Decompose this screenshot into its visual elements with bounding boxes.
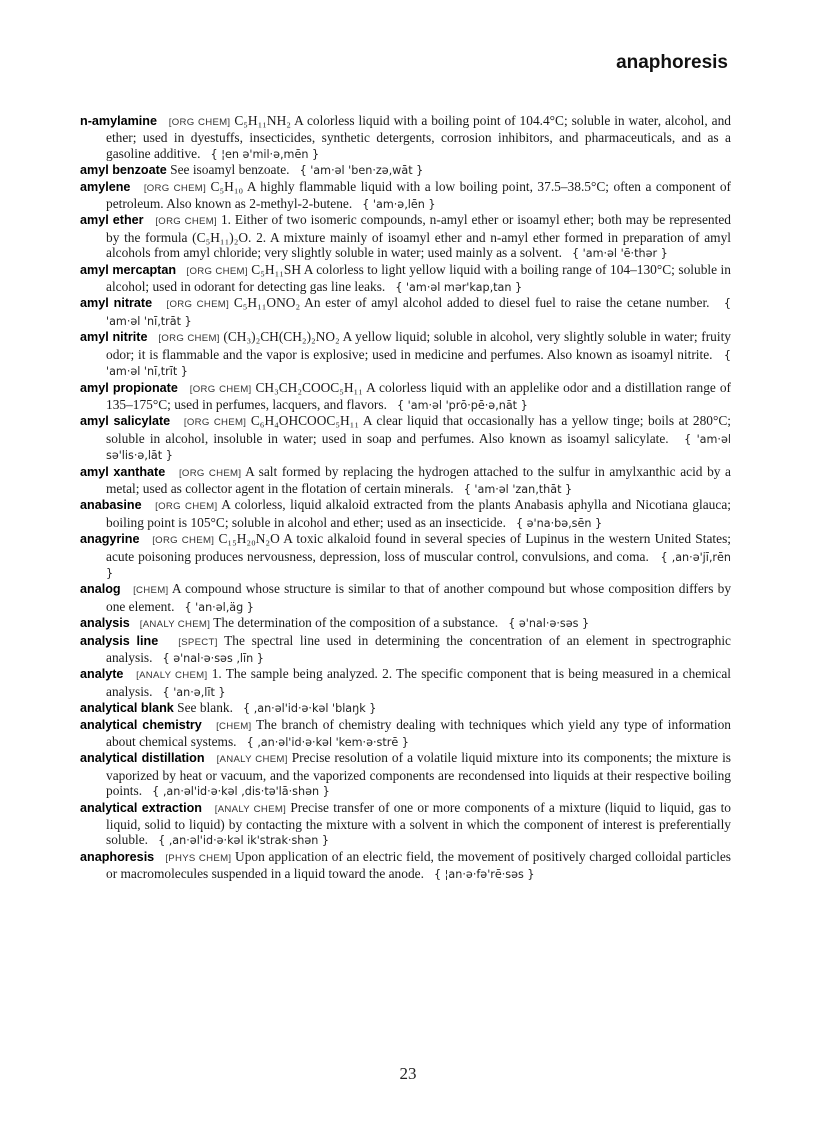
subject-label: [ANALY CHEM] — [216, 754, 288, 766]
entry — [80, 800, 731, 849]
pronunciation: { 'am·əl 'prō·pē·ə‚nāt } — [396, 398, 528, 412]
definition: 1. The sample being analyzed. 2. The specific component that is being measured in a chemical analysis. — [106, 666, 731, 699]
entry — [80, 750, 731, 799]
entry — [80, 615, 731, 632]
definition: 1. Either of two isomeric compounds, n-amyl ether or isoamyl ether; both may be represented by the formula (C₅H₁₁)₂O. 2. A mixture mainly of isoamyl ether and n-amyl ether formed in preparation of amyl alcohols from amyl chloride; very slightly soluble in water; used mainly as a solvent. — [106, 212, 731, 261]
pronunciation: { 'am·əl 'ē·thər } — [571, 247, 668, 261]
subject-label: [ORG CHEM] — [143, 182, 207, 194]
subject-label: [CHEM] — [216, 720, 252, 732]
entry — [80, 633, 731, 667]
headword: amyl nitrate — [80, 296, 153, 311]
subject-label: [ANALY CHEM] — [139, 619, 211, 631]
subject-label: [ORG CHEM] — [168, 117, 231, 128]
definition: Precise transfer of one or more components of a mixture (liquid to liquid, gas to liquid, solid to liquid) by contacting the mixture with a solvent in which the component of interest is preferentially soluble. — [106, 799, 731, 848]
definition: Precise resolution of a volatile liquid mixture into its components; the mixture is vaporized by heat or vacuum, and the vaporized components are recondensed into liquids at their respective boiling points. — [106, 750, 732, 799]
headword: amyl xanthate — [80, 464, 166, 479]
page-number: 23 — [399, 1064, 417, 1083]
entry — [80, 179, 731, 213]
headword: anaphoresis — [80, 849, 155, 864]
pronunciation: { ¦an·ə·fə'rē·səs } — [433, 868, 535, 882]
definition: C₅H₁₁ONO₂ An ester of amyl alcohol added to diesel fuel to raise the cetane number. — [233, 295, 710, 311]
pronunciation: { ‚an·əl'id·ə·kəl 'blaŋk } — [242, 702, 377, 716]
headword: amylene — [80, 179, 131, 194]
pronunciation: { 'am·əl mər'kap‚tan } — [395, 281, 523, 295]
pronunciation: { 'am·ə‚lēn } — [362, 198, 436, 212]
pronunciation: { 'am·əl 'nī‚trīt } — [106, 348, 731, 379]
entry — [80, 531, 731, 581]
headword: n-amylamine — [80, 114, 157, 128]
subject-label: [ORG CHEM] — [186, 265, 248, 277]
running-head: anaphoresis — [616, 52, 728, 73]
entry — [80, 113, 731, 162]
definition: A colorless, liquid alkaloid extracted from the plants Anabasis aphylla and Nicotiana glauca; boiling point is 105°C; soluble in alcohol and ether; used as an insecticide. — [106, 497, 731, 530]
pronunciation: { ə'nal·ə·səs } — [508, 617, 590, 631]
headword: analyte — [80, 667, 124, 682]
pronunciation: { 'am·əl sə'lis·ə‚lāt } — [106, 432, 731, 463]
entry — [80, 262, 731, 296]
subject-label: [ORG CHEM] — [183, 417, 247, 429]
headword: amyl propionate — [80, 380, 178, 395]
headword: amyl benzoate — [80, 163, 167, 178]
entry — [80, 581, 731, 615]
entry — [80, 380, 731, 414]
definition: (CH₃)₂CH(CH₂)₂NO₂ A yellow liquid; soluble in alcohol, very slightly soluble in water; fruity odor; it is flammable and the vapor is explosive; used in medicine and perfumes. Also known as isoamyl nitrite. — [106, 329, 731, 362]
subject-label: [ORG CHEM] — [152, 535, 215, 547]
pronunciation: { ¦en ə'mil·ə‚mēn } — [210, 147, 320, 161]
pronunciation: { 'am·əl 'nī‚trāt } — [106, 297, 731, 328]
headword: amyl mercaptan — [80, 262, 177, 277]
entry — [80, 162, 731, 178]
headword: amyl ether — [80, 213, 144, 228]
subject-label: [ORG CHEM] — [166, 299, 230, 311]
entry — [80, 295, 731, 329]
pronunciation: { ə'nal·ə·səs ‚līn } — [162, 652, 264, 665]
definition: CH₃CH₂COOC₅H₁₁ A colorless liquid with an applelike odor and a distillation range of 135–175°C; used in perfumes, lacquers, and flavors. — [106, 379, 731, 412]
pronunciation: { ‚an·ə'jī‚rēn } — [106, 550, 732, 580]
entry — [80, 464, 731, 498]
subject-label: [ORG CHEM] — [189, 383, 252, 395]
subject-label: [ORG CHEM] — [155, 501, 218, 513]
headword: amyl salicylate — [80, 414, 171, 429]
headword: analytical distillation — [80, 751, 205, 766]
definition: C₅H₁₁SH A colorless to light yellow liquid with a boiling range of 104–130°C; soluble in alcohol; used in odorant for detecting gas line leaks. — [106, 261, 731, 295]
pronunciation: { 'am·əl 'ben·zə‚wāt } — [299, 164, 424, 178]
definition: See blank. — [177, 700, 233, 716]
entry — [80, 666, 731, 700]
entry — [80, 329, 731, 379]
pronunciation: { 'an·əl‚äg } — [184, 600, 254, 614]
subject-label: [ANALY CHEM] — [214, 803, 287, 815]
subject-label: [ORG CHEM] — [158, 333, 220, 345]
headword: anagyrine — [80, 532, 140, 547]
definition: The spectral line used in determining the concentration of an element in spectrographic analysis. — [106, 632, 732, 665]
definition: A compound whose structure is similar to that of another compound but whose composition differs by one element. — [106, 581, 732, 614]
definition: A salt formed by replacing the hydrogen attached to the sulfur in amylxanthic acid by a metal; used as collector agent in the flotation of certain minerals. — [106, 463, 731, 496]
pronunciation: { ‚an·əl'id·ə·kəl ‚dis·tə'lā·shən } — [152, 785, 330, 799]
subject-label: [ORG CHEM] — [155, 216, 218, 228]
pronunciation: { 'am·əl 'zan‚thāt } — [463, 482, 573, 496]
headword: amyl nitrite — [80, 330, 148, 345]
entry — [80, 700, 731, 716]
headword: analysis line — [80, 633, 159, 648]
entry — [80, 497, 731, 531]
headword: analog — [80, 582, 121, 597]
entry — [80, 212, 731, 261]
entry-list — [80, 113, 731, 883]
definition: The determination of the composition of a substance. — [213, 615, 499, 631]
entry — [80, 717, 731, 751]
entry — [80, 849, 731, 883]
definition: C₅H₁₁NH₂ A colorless liquid with a boiling point of 104.4°C; soluble in water, alcohol, and ether; used in dyestuffs, insecticides, synthetic detergents, corrosion inhibitors, and pharmaceuticals, and as a gasoline additive. — [106, 113, 731, 161]
headword: analysis — [80, 616, 130, 631]
headword: anabasine — [80, 498, 142, 513]
pronunciation: { ə'na·bə‚sēn } — [515, 516, 603, 530]
pronunciation: { 'an·ə‚līt } — [162, 685, 226, 699]
pronunciation: { ‚an·əl'id·ə·kəl ik'strak·shən } — [158, 834, 330, 848]
definition: C₆H₄OHCOOC₅H₁₁ A clear liquid that occasionally has a yellow tinge; boils at 280°C; soluble in alcohol, insoluble in water; used in soap and perfumes. Also known as isoamyl salicylate. — [106, 413, 731, 446]
headword: analytical blank — [80, 701, 174, 716]
subject-label: [ANALY CHEM] — [136, 670, 208, 682]
subject-label: [PHYS CHEM] — [165, 852, 232, 864]
definition: The branch of chemistry dealing with techniques which yield any type of information about chemical systems. — [106, 716, 731, 750]
subject-label: [CHEM] — [133, 585, 169, 597]
definition: C₅H₁₀ A highly flammable liquid with a low boiling point, 37.5–38.5°C; often a component of petroleum. Also known as 2-methyl-2-butene. — [106, 178, 731, 212]
entry — [80, 413, 731, 463]
definition: See isoamyl benzoate. — [170, 162, 290, 178]
subject-label: [ORG CHEM] — [178, 467, 242, 479]
definition: Upon application of an electric field, the movement of positively charged colloidal particles or macromolecules suspended in a liquid toward the anode. — [106, 848, 731, 882]
subject-label: [SPECT] — [178, 636, 218, 648]
headword: analytical extraction — [80, 800, 202, 815]
definition: C₁₅H₂₀N₂O A toxic alkaloid found in several species of Lupinus in the western United States; acute poisoning produces nervousness, depression, loss of muscular control, convulsions, and coma. — [106, 531, 732, 564]
pronunciation: { ‚an·əl'id·ə·kəl 'kem·ə·strē } — [246, 736, 409, 750]
headword: analytical chemistry — [80, 717, 202, 732]
